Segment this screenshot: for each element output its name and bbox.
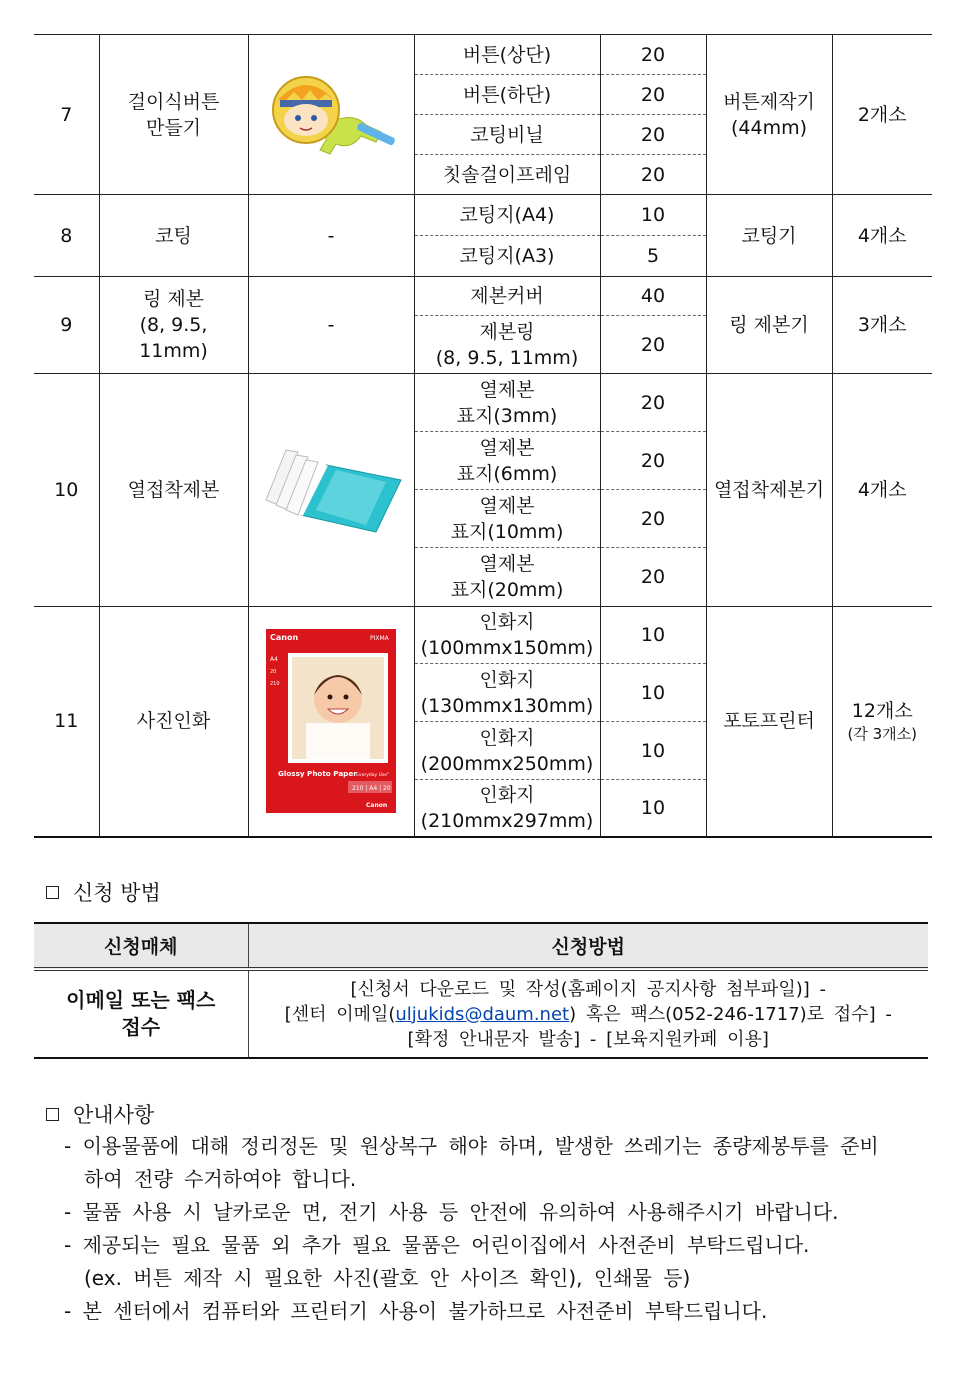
- checkbox-bullet-icon: [46, 1108, 59, 1121]
- table-header-row: [34, 923, 928, 969]
- material-qty: 20: [600, 155, 706, 195]
- table-row: [34, 607, 932, 664]
- material-name: 열제본 표지(10mm): [414, 490, 600, 548]
- material-qty: 20: [600, 432, 706, 490]
- email-link[interactable]: uljukids@daum.net: [395, 1003, 570, 1025]
- column-header: 신청매체: [34, 923, 248, 969]
- program-name: 걸이식버튼 만들기: [99, 35, 248, 195]
- material-name: 버튼(하단): [414, 75, 600, 115]
- dims-label: 210: [270, 681, 280, 688]
- site-count: 3개소: [832, 277, 932, 374]
- material-qty: 10: [600, 722, 706, 780]
- material-qty: 10: [600, 195, 706, 236]
- material-qty: 20: [600, 490, 706, 548]
- product-name-label: Glossy Photo Paper: [278, 769, 357, 779]
- machine-name: 코팅기: [706, 195, 832, 277]
- checkbox-bullet-icon: [46, 886, 59, 899]
- material-qty: 5: [600, 236, 706, 277]
- program-name: 코팅: [99, 195, 248, 277]
- material-qty: 10: [600, 607, 706, 664]
- material-qty: 20: [600, 75, 706, 115]
- machine-name: 포토프린터: [706, 607, 832, 837]
- item-number: 11: [34, 607, 99, 837]
- series-logo: PIXMA: [370, 635, 389, 643]
- material-name: 인화지 (100mmx150mm): [414, 607, 600, 664]
- material-name: 버튼(상단): [414, 35, 600, 75]
- notices-list: [64, 1130, 944, 1328]
- table-row: [34, 195, 932, 236]
- table-row: [34, 35, 932, 75]
- material-name: 인화지 (210mmx297mm): [414, 780, 600, 837]
- notice-line: - 제공되는 필요 물품 외 추가 필요 물품은 어린이집에서 사전준비 부탁드립니다.: [64, 1233, 810, 1257]
- material-name: 인화지 (130mmx130mm): [414, 664, 600, 722]
- machine-name: 버튼제작기 (44mm): [706, 35, 832, 195]
- program-image-placeholder: -: [248, 195, 414, 277]
- brand-logo-bottom: Canon: [366, 802, 388, 810]
- material-name: 인화지 (200mmx250mm): [414, 722, 600, 780]
- program-name: 링 제본 (8, 9.5, 11mm): [99, 277, 248, 374]
- program-name: 사진인화: [99, 607, 248, 837]
- site-count: 12개소 (각 3개소): [832, 607, 932, 837]
- machine-name: 링 제본기: [706, 277, 832, 374]
- program-image-placeholder: -: [248, 277, 414, 374]
- notice-line: 하여 전량 수거하여야 합니다.: [84, 1167, 357, 1191]
- material-qty: 10: [600, 780, 706, 837]
- item-number: 10: [34, 374, 99, 607]
- thermal-binding-covers-image: [256, 440, 406, 540]
- notice-line: (ex. 버튼 제작 시 필요한 사진(괄호 안 사이즈 확인), 인쇄물 등): [84, 1266, 691, 1290]
- material-name: 칫솔걸이프레임: [414, 155, 600, 195]
- table-row: [34, 969, 928, 1058]
- material-qty: 20: [600, 35, 706, 75]
- material-name: 제본커버: [414, 277, 600, 316]
- site-count: 2개소: [832, 35, 932, 195]
- table-row: [34, 374, 932, 432]
- material-name: 열제본 표지(3mm): [414, 374, 600, 432]
- size-label: A4: [270, 656, 278, 664]
- product-tagline-label: "Everyday Use": [354, 773, 390, 779]
- material-name: 코팅지(A3): [414, 236, 600, 277]
- application-medium: 이메일 또는 팩스 접수: [34, 969, 248, 1058]
- material-qty: 40: [600, 277, 706, 316]
- site-count: 4개소: [832, 374, 932, 607]
- item-number: 8: [34, 195, 99, 277]
- application-table: [34, 922, 928, 1059]
- machine-name: 열접착제본기: [706, 374, 832, 607]
- application-heading: 신청 방법: [46, 877, 161, 907]
- item-number: 9: [34, 277, 99, 374]
- table-row: [34, 277, 932, 316]
- sheet-count-label: 20: [270, 669, 277, 676]
- program-name: 열접착제본: [99, 374, 248, 607]
- column-header: 신청방법: [248, 923, 928, 969]
- material-name: 코팅지(A4): [414, 195, 600, 236]
- brand-logo: Canon: [270, 633, 299, 643]
- material-name: 열제본 표지(20mm): [414, 548, 600, 607]
- photo-paper-package-image: [266, 629, 396, 813]
- material-qty: 20: [600, 374, 706, 432]
- equipment-table: [34, 34, 932, 838]
- program-image: [248, 374, 414, 607]
- cartoon-button-hanger-image: [256, 70, 406, 160]
- site-count: 4개소: [832, 195, 932, 277]
- notices-heading: 안내사항: [46, 1099, 154, 1129]
- material-qty: 20: [600, 548, 706, 607]
- material-name: 코팅비닐: [414, 115, 600, 155]
- material-name: 열제본 표지(6mm): [414, 432, 600, 490]
- item-number: 7: [34, 35, 99, 195]
- notice-line: - 이용물품에 대해 정리정돈 및 원상복구 해야 하며, 발생한 쓰레기는 종량제봉투를 준비: [64, 1134, 879, 1158]
- program-image: [248, 35, 414, 195]
- material-qty: 20: [600, 115, 706, 155]
- notice-line: - 물품 사용 시 날카로운 면, 전기 사용 등 안전에 유의하여 사용해주시기 바랍니다.: [64, 1200, 839, 1224]
- program-image: [248, 607, 414, 837]
- material-name: 제본링 (8, 9.5, 11mm): [414, 316, 600, 374]
- material-qty: 10: [600, 664, 706, 722]
- notice-line: - 본 센터에서 컴퓨터와 프린터기 사용이 불가하므로 사전준비 부탁드립니다.: [64, 1299, 768, 1323]
- material-qty: 20: [600, 316, 706, 374]
- package-info-label: 210 | A4 | 20: [352, 785, 391, 793]
- application-method: [신청서 다운로드 및 작성(홈페이지 공지사항 첨부파일)] - [센터 이메일(uljukids@daum.net) 혹은 팩스(052-246-1717)로 접수] - [확정 안내문자 발송] - [보육지원카페 이용]: [248, 969, 928, 1058]
